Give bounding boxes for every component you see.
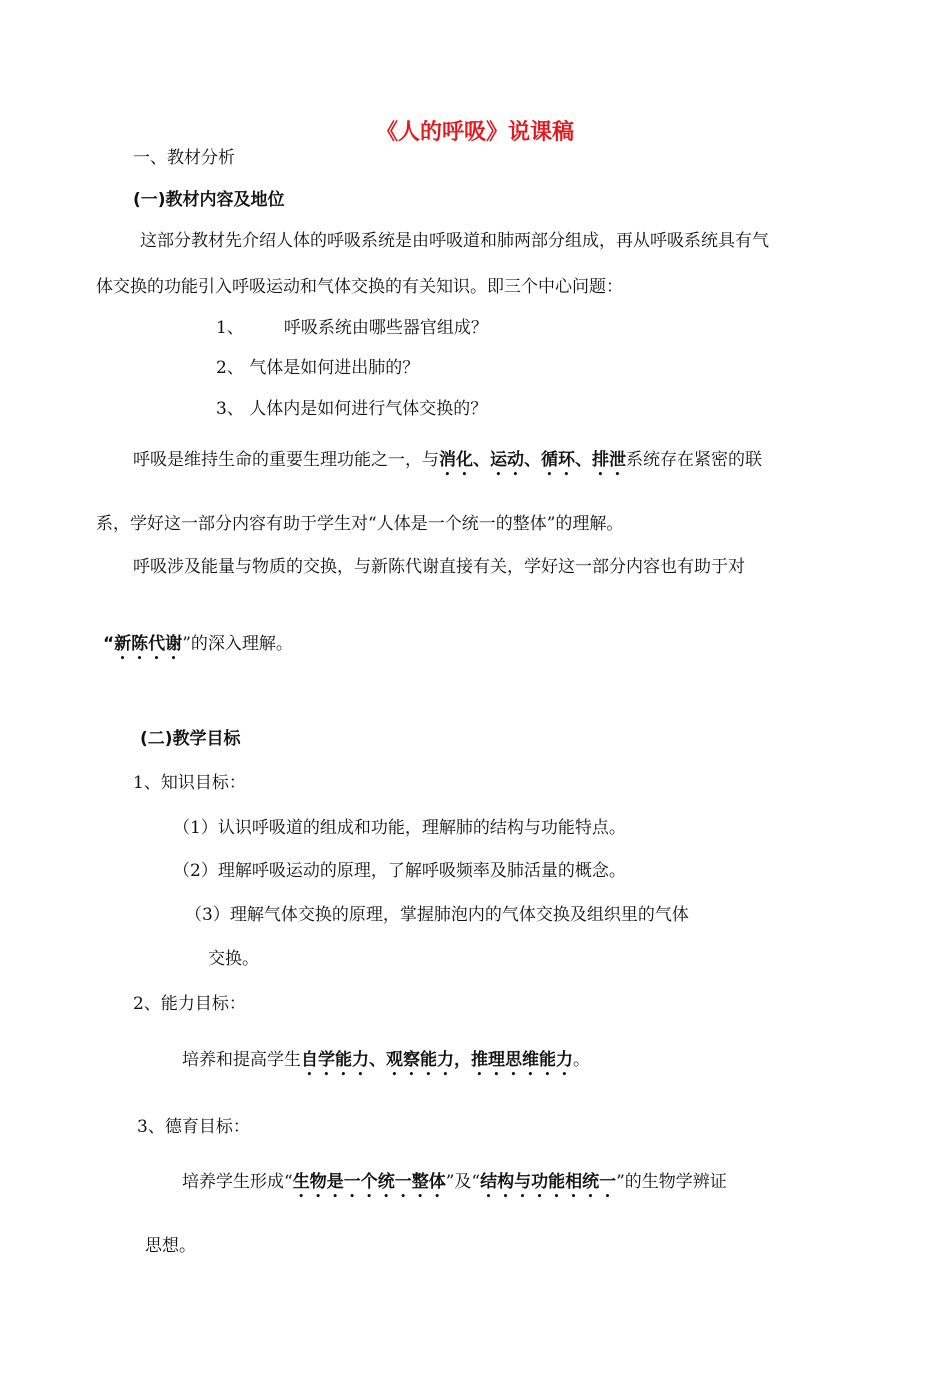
objective-item: （3）理解气体交换的原理，掌握肺泡内的气体交换及组织里的气体 bbox=[185, 905, 689, 925]
keyword: 生物是一个统一整体 bbox=[292, 1172, 446, 1192]
question-number: 1、 bbox=[216, 318, 244, 338]
paragraph-line: 呼吸涉及能量与物质的交换，与新陈代谢直接有关，学好这一部分内容也有助于对 bbox=[133, 557, 745, 577]
keyword: 循环 bbox=[541, 450, 575, 470]
objective-item: （2）理解呼吸运动的原理，了解呼吸频率及肺活量的概念。 bbox=[173, 861, 626, 881]
keyword: 推理思维能力 bbox=[471, 1050, 573, 1070]
paragraph-line: 呼吸是维持生命的重要生理功能之一，与消化、运动、循环、排泄系统存在紧密的联 bbox=[133, 450, 762, 470]
keyword: 消化 bbox=[439, 450, 473, 470]
paragraph-line: “新陈代谢”的深入理解。 bbox=[103, 634, 293, 654]
section-heading-textbook-analysis: 一、教材分析 bbox=[133, 148, 235, 168]
keyword: 自学能力 bbox=[301, 1050, 369, 1070]
question-text: 气体是如何进出肺的？ bbox=[249, 358, 420, 378]
objective-heading-ability: 2、能力目标： bbox=[133, 994, 246, 1014]
question-item bbox=[216, 316, 488, 340]
paragraph-line: 系，学好这一部分内容有助于学生对“人体是一个统一的整体”的理解。 bbox=[96, 514, 624, 534]
question-item bbox=[216, 356, 419, 380]
objective-item-continuation: 交换。 bbox=[208, 949, 259, 969]
keyword: 新陈代谢 bbox=[114, 634, 183, 654]
question-number: 2、 bbox=[216, 358, 244, 378]
keyword: 排泄 bbox=[592, 450, 626, 470]
question-text: 呼吸系统由哪些器官组成？ bbox=[283, 318, 488, 338]
objective-heading-moral: 3、德育目标： bbox=[137, 1117, 250, 1137]
document-title: 《人的呼吸》说课稿 bbox=[375, 120, 574, 145]
subsection-heading-content: (一)教材内容及地位 bbox=[133, 190, 285, 210]
objective-item: （1）认识呼吸道的组成和功能，理解肺的结构与功能特点。 bbox=[173, 818, 626, 838]
paragraph-line: 这部分教材先介绍人体的呼吸系统是由呼吸道和肺两部分组成，再从呼吸系统具有气 bbox=[140, 231, 769, 251]
keyword: 观察能力 bbox=[386, 1050, 454, 1070]
question-number: 3、 bbox=[216, 399, 244, 419]
ability-text: 培养和提高学生自学能力、观察能力，推理思维能力。 bbox=[182, 1050, 590, 1070]
keyword: 结构与功能相统一 bbox=[480, 1172, 617, 1192]
question-text: 人体内是如何进行气体交换的？ bbox=[249, 399, 488, 419]
subsection-heading-objectives: (二)教学目标 bbox=[140, 729, 241, 749]
objective-heading-knowledge: 1、知识目标： bbox=[133, 773, 246, 793]
moral-text-continuation: 思想。 bbox=[145, 1236, 196, 1256]
keyword: 运动 bbox=[490, 450, 524, 470]
question-item bbox=[216, 397, 487, 421]
paragraph-line: 体交换的功能引入呼吸运动和气体交换的有关知识。即三个中心问题： bbox=[96, 277, 623, 297]
moral-text: 培养学生形成“生物是一个统一整体”及“结构与功能相统一”的生物学辨证 bbox=[182, 1172, 727, 1192]
